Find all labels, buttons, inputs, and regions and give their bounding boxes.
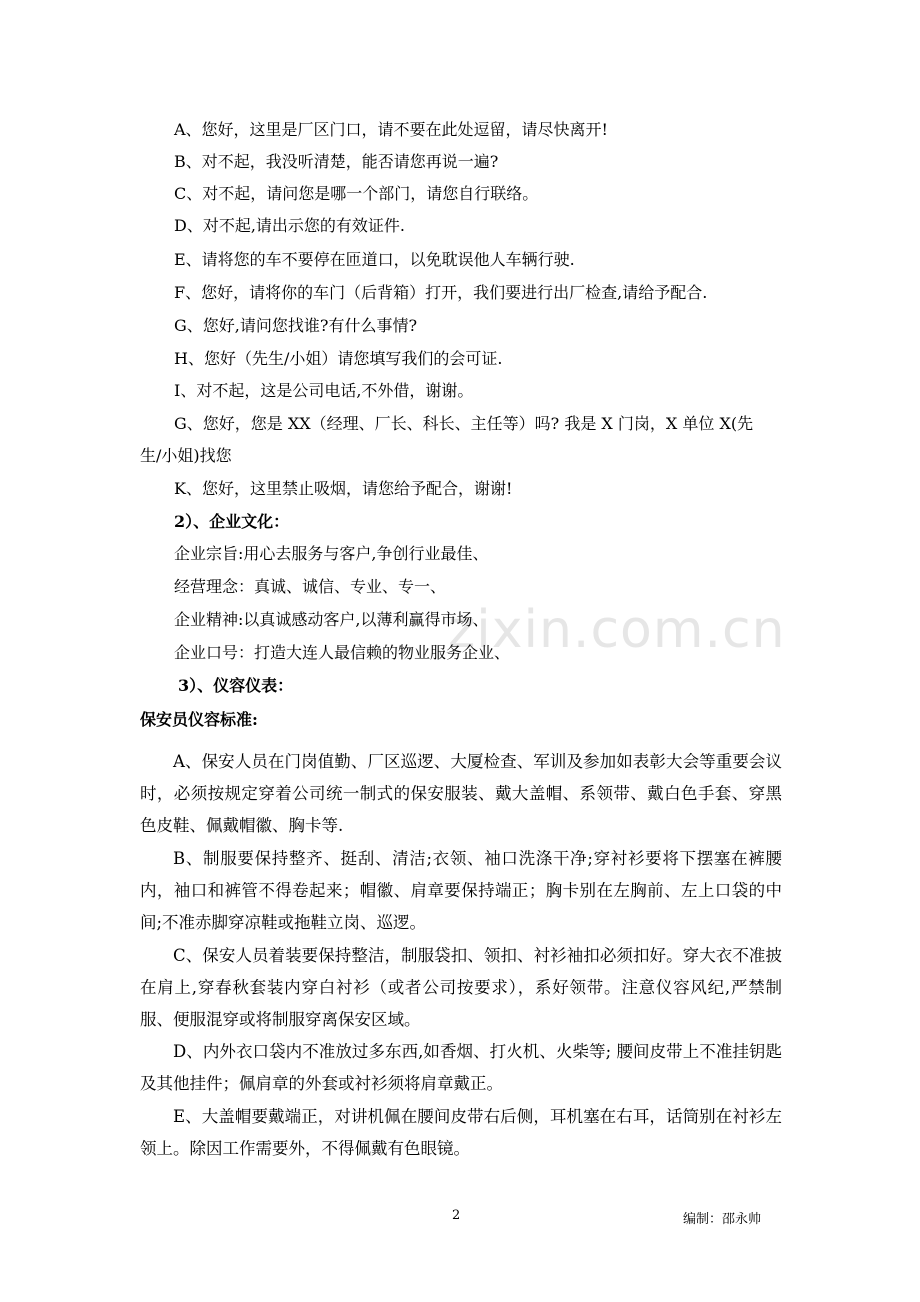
- phrase-f: F、您好，请将你的车门（后背箱）打开，我们要进行出厂检查,请给予配合.: [174, 283, 708, 302]
- phrase-e: E、请将您的车不要停在匝道口，以免耽误他人车辆行驶.: [174, 250, 575, 269]
- phrase-b: B、对不起，我没听清楚，能否请您再说一遍?: [174, 152, 499, 171]
- subheading-appearance-standard: 保安员仪容标准:: [140, 710, 258, 729]
- phrase-g2: G、您好，您是 XX（经理、厂长、科长、主任等）吗? 我是 X 门岗，X 单位 X(先: [174, 414, 754, 433]
- culture-item: 经营理念：真诚、诚信、专业、专一、: [174, 577, 447, 596]
- phrase-c: C、对不起，请问您是哪一个部门，请您自行联络。: [174, 184, 539, 203]
- culture-item: 企业宗旨:用心去服务与客户,争创行业最佳、: [174, 544, 489, 563]
- section-heading-culture: 2）、企业文化：: [174, 512, 290, 531]
- phrase-a: A、您好，这里是厂区门口，请不要在此处逗留，请尽快离开!: [174, 120, 608, 139]
- paragraph-c: C、保安人员着装要保持整洁，制服袋扣、领扣、衬衫袖扣必须扣好。穿大衣不准披在肩上,穿春秋套装内穿白衬衫（或者公司按要求），系好领带。注意仪容风纪,严禁制服、便服混穿或将制服穿离保安区域。: [140, 946, 782, 1029]
- phrase-d: D、对不起,请出示您的有效证件.: [174, 216, 406, 235]
- watermark: zixin.com.cn: [448, 600, 786, 660]
- phrase-k: K、您好，这里禁止吸烟，请您给予配合，谢谢!: [174, 479, 513, 498]
- section-heading-appearance: 3）、仪容仪表：: [178, 676, 294, 695]
- page-number: 2: [452, 1208, 461, 1223]
- paragraph-a: A、保安人员在门岗值勤、厂区巡逻、大厦检查、军训及参加如表彰大会等重要会议时，必须按规定穿着公司统一制式的保安服装、戴大盖帽、系领带、戴白色手套、穿黑色皮鞋、佩戴帽徽、胸卡等.: [140, 752, 782, 835]
- phrase-g: G、您好,请问您找谁?有什么事情?: [174, 316, 418, 335]
- paragraph-b: B、制服要保持整齐、挺刮、清洁;衣领、袖口洗涤干净;穿衬衫要将下摆塞在裤腰内，袖口和裤管不得卷起来；帽徽、肩章要保持端正；胸卡别在左胸前、左上口袋的中间;不准赤脚穿凉鞋或拖鞋立岗、巡逻。: [140, 849, 782, 932]
- culture-item: 企业精神:以真诚感动客户,以薄利赢得市场、: [174, 610, 489, 629]
- footer-editor: 编制：邵永帅: [683, 1212, 762, 1227]
- paragraph-e: E、大盖帽要戴端正，对讲机佩在腰间皮带右后侧，耳机塞在右耳，话筒别在衬衫左领上。除因工作需要外，不得佩戴有色眼镜。: [140, 1107, 782, 1158]
- phrase-g2-continued: 生/小姐)找您: [140, 446, 232, 465]
- phrase-i: I、对不起，这是公司电话,不外借，谢谢。: [174, 381, 474, 400]
- culture-item: 企业口号：打造大连人最信赖的物业服务企业、: [174, 643, 511, 662]
- phrase-h: H、您好（先生/小姐）请您填写我们的会可证.: [174, 349, 503, 368]
- paragraph-d: D、内外衣口袋内不准放过多东西,如香烟、打火机、火柴等; 腰间皮带上不准挂钥匙及其他挂件；佩肩章的外套或衬衫须将肩章戴正。: [140, 1042, 782, 1093]
